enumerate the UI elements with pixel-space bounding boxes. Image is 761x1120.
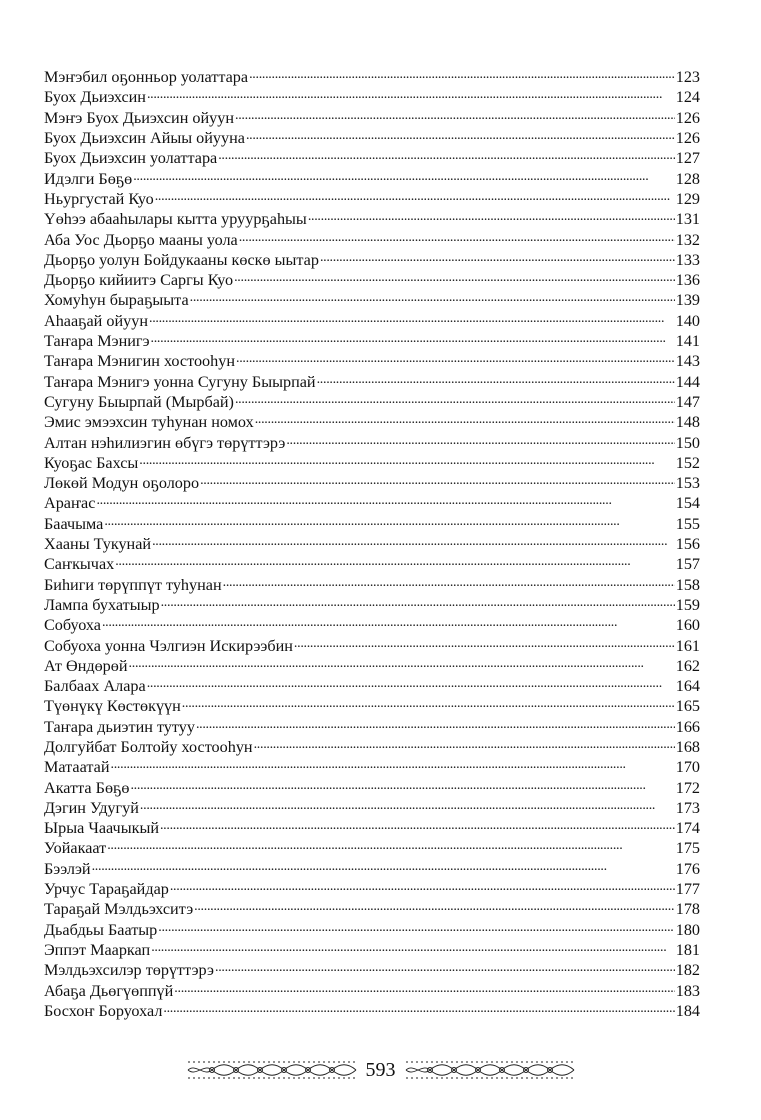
toc-entry-title: Түөнүкү Көстөкүүн — [44, 697, 181, 716]
dot-leader — [158, 918, 674, 934]
toc-entry-page: 162 — [675, 656, 700, 675]
toc-entry — [44, 553, 700, 573]
toc-entry-title: Балбаах Алара — [44, 677, 146, 696]
toc-entry-page: 168 — [675, 737, 700, 756]
dot-leader — [190, 289, 675, 305]
dot-leader — [249, 66, 675, 82]
toc-entry-title: Собуоха — [44, 616, 101, 635]
toc-entry — [44, 391, 700, 411]
left-ornament-icon — [186, 1059, 358, 1081]
dot-leader — [104, 513, 674, 529]
toc-entry-title: Лөкөй Модун оҕолоро — [44, 474, 200, 493]
toc-entry-title: Тараҕай Мэлдьэхситэ — [44, 900, 194, 919]
dot-leader — [317, 370, 675, 386]
toc-entry-title: Дэгин Удугуй — [44, 798, 139, 817]
dot-leader — [107, 837, 674, 853]
toc-entry-title: Мэҥэ Буох Дьиэхсин ойуун — [44, 108, 235, 127]
toc-entry — [44, 513, 700, 533]
toc-entry-title: Саҥкычах — [44, 555, 115, 574]
toc-entry — [44, 594, 700, 614]
toc-entry-title: Аба Уос Дьорҕо мааны уола — [44, 230, 238, 249]
dot-leader — [223, 573, 675, 589]
toc-entry-page: 160 — [675, 616, 700, 635]
toc-entry-page: 178 — [675, 900, 700, 919]
toc-entry-title: Таҥара Мэнигэ уонна Сугуну Быырпай — [44, 372, 316, 391]
dot-leader — [174, 979, 674, 995]
page-number: 593 — [365, 1058, 396, 1081]
toc-entry — [44, 878, 700, 898]
toc-entry — [44, 756, 700, 776]
toc-entry — [44, 107, 700, 127]
dot-leader — [170, 878, 675, 894]
toc-entry — [44, 249, 700, 269]
toc-entry-title: Урчус Тараҕайдар — [44, 880, 169, 899]
toc-entry — [44, 634, 700, 654]
dot-leader — [133, 167, 674, 183]
toc-entry-page: 143 — [675, 352, 700, 371]
toc-entry — [44, 918, 700, 938]
toc-entry — [44, 310, 700, 330]
toc-entry-page: 170 — [675, 758, 700, 777]
toc-entry-title: Хааны Тукунай — [44, 535, 152, 554]
dot-leader — [115, 553, 674, 569]
dot-leader — [235, 107, 675, 123]
toc-entry — [44, 614, 700, 634]
dot-leader — [160, 817, 675, 833]
toc-entry-page: 161 — [675, 636, 700, 655]
toc-entry — [44, 472, 700, 492]
toc-entry-title: Буох Дьиэхсин — [44, 88, 146, 107]
toc-entry — [44, 228, 700, 248]
toc-entry-page: 150 — [675, 433, 700, 452]
toc-entry-page: 144 — [675, 372, 700, 391]
toc-entry-page: 136 — [675, 271, 700, 290]
dot-leader — [236, 350, 675, 366]
dot-leader — [151, 939, 675, 955]
dot-leader — [111, 756, 675, 772]
toc-entry-page: 175 — [675, 839, 700, 858]
dot-leader — [254, 736, 675, 752]
toc-entry — [44, 127, 700, 147]
table-of-contents — [44, 66, 700, 1020]
toc-entry-page: 139 — [675, 291, 700, 310]
toc-entry-title: Үөһээ абааһылары кытта уруурҕаһыы — [44, 210, 307, 229]
toc-entry-page: 155 — [675, 514, 700, 533]
toc-entry-page: 152 — [675, 453, 700, 472]
toc-entry-title: Долгуйбат Болтойу хостооһун — [44, 737, 253, 756]
toc-entry-title: Эппэт Мааркап — [44, 940, 151, 959]
toc-entry — [44, 167, 700, 187]
toc-entry-page: 159 — [675, 595, 700, 614]
toc-entry-title: Дьорҕо кийиитэ Саргы Куо — [44, 271, 234, 290]
toc-entry-title: Таҥара Мэнигэ — [44, 332, 150, 351]
dot-leader — [152, 533, 675, 549]
toc-entry-title: Ньургустай Куо — [44, 189, 154, 208]
toc-entry-title: Уойакаат — [44, 839, 107, 858]
toc-entry-title: Алтан нэһилиэгин өбүгэ төрүттэрэ — [44, 433, 286, 452]
toc-entry-title: Буох Дьиэхсин уолаттара — [44, 149, 218, 168]
toc-entry-title: Бээлэй — [44, 859, 91, 878]
toc-entry-title: Буох Дьиэхсин Айыы ойууна — [44, 129, 245, 148]
toc-entry-page: 172 — [675, 778, 700, 797]
toc-entry — [44, 370, 700, 390]
toc-entry-page: 176 — [675, 859, 700, 878]
toc-entry-title: Таҥара Мэнигин хостооһун — [44, 352, 236, 371]
toc-entry-page: 140 — [675, 311, 700, 330]
toc-entry — [44, 837, 700, 857]
dot-leader — [147, 86, 675, 102]
dot-leader — [161, 594, 675, 610]
toc-entry-title: Ат Өндөрөй — [44, 656, 128, 675]
toc-entry — [44, 695, 700, 715]
dot-leader — [182, 695, 675, 711]
toc-entry — [44, 147, 700, 167]
toc-entry-page: 166 — [675, 717, 700, 736]
toc-entry — [44, 1000, 700, 1020]
toc-entry-page: 153 — [675, 474, 700, 493]
toc-entry — [44, 858, 700, 878]
toc-entry — [44, 289, 700, 309]
page-footer — [0, 1050, 761, 1090]
toc-entry — [44, 959, 700, 979]
toc-entry-title: Босхоҥ Боруохал — [44, 1001, 163, 1020]
dot-leader — [239, 228, 675, 244]
toc-entry — [44, 66, 700, 86]
toc-entry-title: Мэҥэбил оҕонньор уолаттара — [44, 68, 249, 87]
dot-leader — [215, 959, 675, 975]
right-ornament-icon — [404, 1059, 576, 1081]
toc-entry — [44, 675, 700, 695]
dot-leader — [147, 675, 675, 691]
dot-leader — [92, 858, 675, 874]
toc-entry — [44, 330, 700, 350]
toc-entry-title: Аһааҕай ойуун — [44, 311, 148, 330]
toc-entry-page: 126 — [675, 129, 700, 148]
toc-entry-page: 148 — [675, 413, 700, 432]
dot-leader — [155, 188, 675, 204]
dot-leader — [149, 310, 675, 326]
toc-entry-page: 147 — [675, 392, 700, 411]
toc-entry-title: Ырыа Чаачыкый — [44, 819, 159, 838]
dot-leader — [320, 249, 675, 265]
dot-leader — [294, 634, 675, 650]
toc-entry-title: Эмис эмээхсин туһунан номох — [44, 413, 254, 432]
toc-entry-page: 141 — [675, 332, 700, 351]
toc-entry — [44, 452, 700, 472]
toc-entry — [44, 797, 700, 817]
toc-entry — [44, 411, 700, 431]
dot-leader — [196, 716, 675, 732]
toc-entry-page: 181 — [675, 940, 700, 959]
dot-leader — [96, 492, 674, 508]
toc-entry-page: 127 — [675, 149, 700, 168]
toc-entry-page: 182 — [675, 961, 700, 980]
toc-entry-page: 177 — [675, 880, 700, 899]
toc-entry-page: 131 — [675, 210, 700, 229]
dot-leader — [235, 391, 675, 407]
toc-entry-title: Куоҕас Бахсы — [44, 453, 139, 472]
toc-entry — [44, 716, 700, 736]
dot-leader — [286, 431, 674, 447]
dot-leader — [102, 614, 675, 630]
toc-entry-page: 128 — [675, 169, 700, 188]
toc-entry-title: Лампа бухатыыр — [44, 595, 160, 614]
toc-entry — [44, 86, 700, 106]
toc-entry-page: 183 — [675, 981, 700, 1000]
toc-entry-title: Биһиги төрүппүт туһунан — [44, 575, 222, 594]
toc-entry — [44, 898, 700, 918]
toc-entry — [44, 350, 700, 370]
toc-entry-page: 132 — [675, 230, 700, 249]
toc-entry — [44, 979, 700, 999]
dot-leader — [234, 269, 675, 285]
dot-leader — [255, 411, 675, 427]
toc-entry-title: Матаатай — [44, 758, 110, 777]
toc-entry-page: 154 — [675, 494, 700, 513]
dot-leader — [130, 776, 674, 792]
toc-entry — [44, 573, 700, 593]
toc-entry — [44, 655, 700, 675]
toc-entry-title: Дьабдьы Баатыр — [44, 920, 158, 939]
toc-entry — [44, 269, 700, 289]
toc-entry-title: Абаҕа Дьөгүөппүй — [44, 981, 174, 1000]
dot-leader — [139, 452, 674, 468]
dot-leader — [140, 797, 675, 813]
toc-entry-page: 156 — [675, 535, 700, 554]
toc-entry-page: 173 — [675, 798, 700, 817]
toc-entry-title: Сугуну Быырпай (Мырбай) — [44, 392, 234, 411]
toc-entry — [44, 188, 700, 208]
toc-entry-title: Дьорҕо уолун Бойдукааны көскө ыытар — [44, 250, 319, 269]
toc-entry-page: 165 — [675, 697, 700, 716]
toc-entry — [44, 939, 700, 959]
dot-leader — [200, 472, 675, 488]
dot-leader — [194, 898, 675, 914]
toc-entry — [44, 208, 700, 228]
dot-leader — [218, 147, 674, 163]
toc-entry-title: Акатта Бөҕө — [44, 778, 130, 797]
dot-leader — [151, 330, 675, 346]
toc-entry-page: 126 — [675, 108, 700, 127]
dot-leader — [246, 127, 675, 143]
toc-entry — [44, 736, 700, 756]
dot-leader — [129, 655, 675, 671]
toc-entry — [44, 776, 700, 796]
toc-entry-page: 180 — [675, 920, 700, 939]
toc-entry-page: 123 — [675, 68, 700, 87]
toc-entry — [44, 533, 700, 553]
dot-leader — [308, 208, 675, 224]
toc-entry-title: Мэлдьэхсилэр төрүттэрэ — [44, 961, 214, 980]
toc-entry-page: 157 — [675, 555, 700, 574]
toc-entry-title: Таҥара дьиэтин тутуу — [44, 717, 195, 736]
toc-entry-title: Араҥас — [44, 494, 96, 513]
toc-entry-title: Собуоха уонна Чэлгиэн Искирээбин — [44, 636, 293, 655]
toc-entry-title: Идэлги Бөҕө — [44, 169, 133, 188]
toc-entry — [44, 817, 700, 837]
toc-entry-page: 129 — [675, 189, 700, 208]
dot-leader — [163, 1000, 674, 1016]
toc-entry-page: 164 — [675, 677, 700, 696]
toc-entry-page: 184 — [675, 1001, 700, 1020]
toc-entry-page: 133 — [675, 250, 700, 269]
toc-entry-title: Хомуһун быраҕыыта — [44, 291, 189, 310]
toc-entry-page: 124 — [675, 88, 700, 107]
toc-entry-title: Баачыма — [44, 514, 104, 533]
toc-entry — [44, 492, 700, 512]
toc-entry — [44, 431, 700, 451]
toc-entry-page: 158 — [675, 575, 700, 594]
toc-entry-page: 174 — [675, 819, 700, 838]
